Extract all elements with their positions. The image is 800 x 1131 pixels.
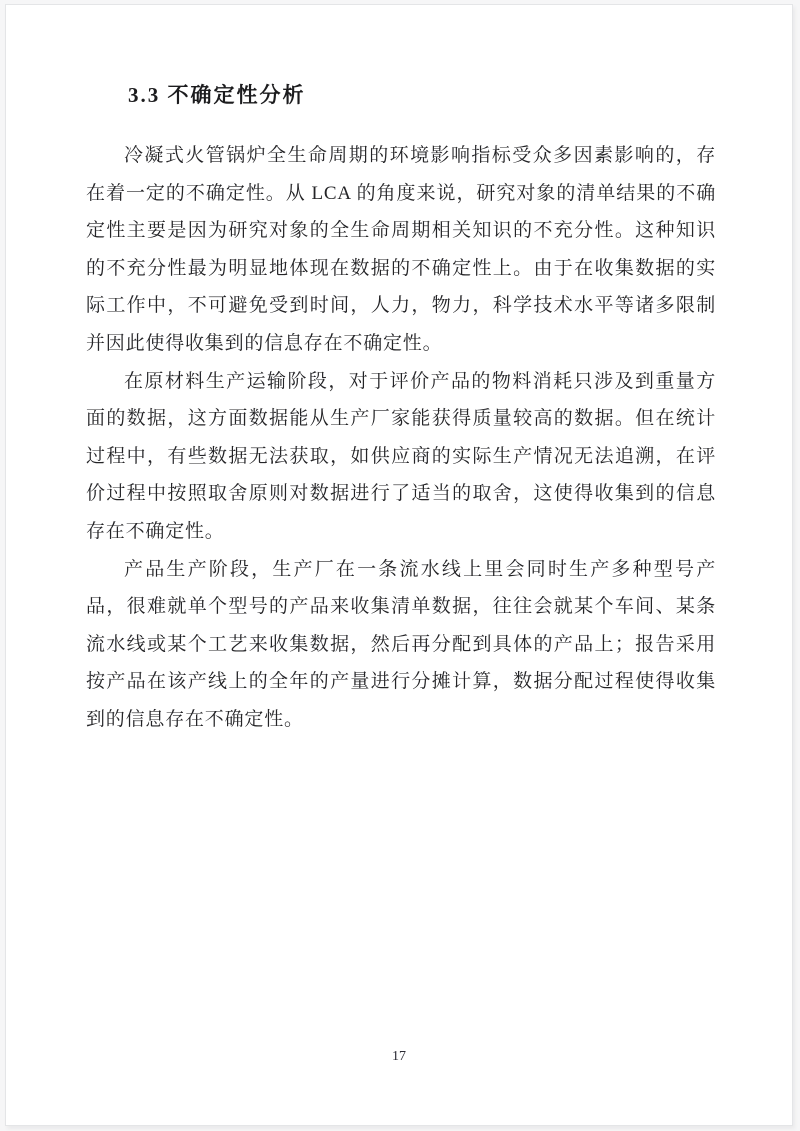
document-page xyxy=(5,4,793,1126)
paragraph-production-stage: 产品生产阶段，生产厂在一条流水线上里会同时生产多种型号产品，很难就单个型号的产品来收集清单数据，往往会就某个车间、某条流水线或某个工艺来收集数据，然后再分配到具体的产品上；报告采用按产品在该产线上的全年的产量进行分摊计算，数据分配过程使得收集到的信息存在不确定性。 xyxy=(86,558,716,730)
paragraph-uncertainty-overview: 冷凝式火管锅炉全生命周期的环境影响指标受众多因素影响的，存在着一定的不确定性。从 LCA 的角度来说，研究对象的清单结果的不确定性主要是因为研究对象的全生命周期相关知识的不充分性。这种知识的不充分性最为明显地体现在数据的不确定性上。由于在收集数据的实际工作中，不可避免受到时间，人力，物力，科学技术水平等诸多限制并因此使得收集到的信息存在不确定性。 xyxy=(86,145,716,354)
page-content xyxy=(86,137,716,739)
section-heading: 3.3 不确定性分析 xyxy=(128,83,306,107)
paragraph-raw-material-stage: 在原材料生产运输阶段，对于评价产品的物料消耗只涉及到重量方面的数据，这方面数据能从生产厂家能获得质量较高的数据。但在统计过程中，有些数据无法获取，如供应商的实际生产情况无法追溯，在评价过程中按照取舍原则对数据进行了适当的取舍，这使得收集到的信息存在不确定性。 xyxy=(86,370,716,542)
page-number: 17 xyxy=(392,1049,406,1064)
